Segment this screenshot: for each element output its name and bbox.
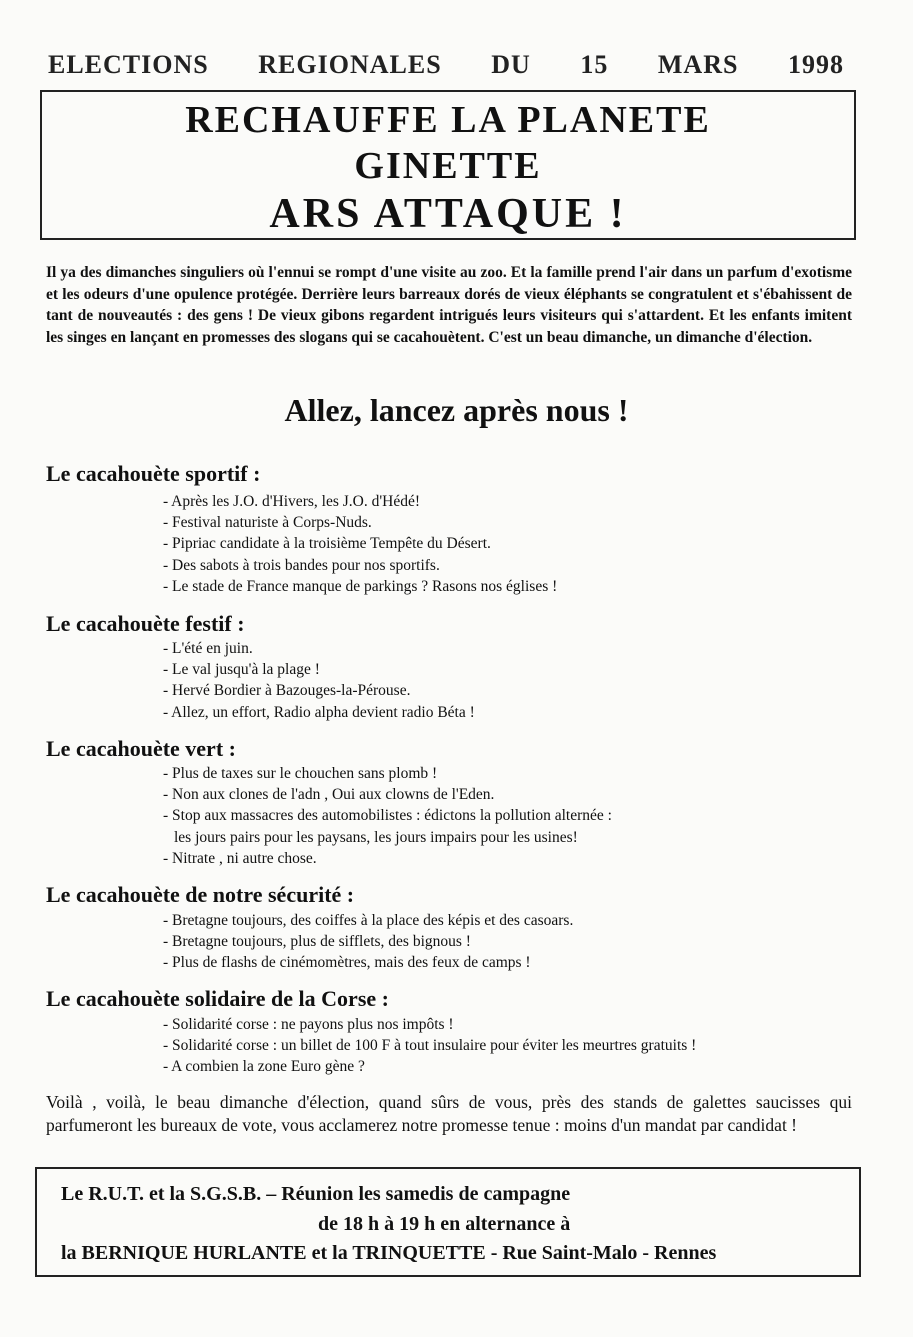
header-word: 15: [580, 50, 609, 79]
meeting-info-box: [35, 1167, 861, 1277]
footer-line-3: la BERNIQUE HURLANTE et la TRINQUETTE - Rue Saint-Malo - Rennes: [61, 1242, 717, 1264]
list-item: - Pipriac candidate à la troisième Tempête du Désert.: [163, 535, 491, 553]
list-item: - Bretagne toujours, des coiffes à la place des képis et des casoars.: [163, 912, 574, 929]
section-list-corse: [163, 1014, 696, 1078]
section-title-festif: Le cacahouète festif :: [46, 611, 245, 636]
footer-line-2: de 18 h à 19 h en alternance à: [318, 1213, 571, 1235]
list-item: - Des sabots à trois bandes pour nos sportifs.: [163, 556, 440, 574]
section-list-sportif: [163, 491, 557, 597]
list-item: - Stop aux massacres des automobilistes : édictons la pollution alternée :: [163, 807, 612, 825]
title-line-3: ARS ATTAQUE !: [269, 191, 627, 237]
intro-paragraph: Il ya des dimanches singuliers où l'ennui se rompt d'une visite au zoo. Et la famille prend l'air dans un parfum d'exotisme et les odeurs d'une opulence protégée. Derrière leurs barreaux dorés de vieux éléphants se congratulent et s'ébahissent de tant de nouveautés : des gens ! De vieux gibons regardent intrigués leurs visiteurs qui s'attardent. Et les enfants imitent les singes en lançant en promesses des slogans qui se cacahouètent. C'est un beau dimanche, un dimanche d'élection.: [46, 264, 852, 346]
list-item: - L'été en juin.: [163, 640, 253, 657]
list-item: - Festival naturiste à Corps-Nuds.: [163, 514, 372, 532]
section-title-sportif: Le cacahouète sportif :: [46, 461, 261, 486]
section-list-vert: [163, 763, 612, 869]
header-word: MARS: [657, 50, 739, 79]
list-item: - Nitrate , ni autre chose.: [163, 849, 317, 867]
footer-line-1: Le R.U.T. et la S.G.S.B. – Réunion les samedis de campagne: [61, 1183, 571, 1205]
title-box: [40, 90, 856, 240]
section-title-corse: Le cacahouète solidaire de la Corse :: [46, 986, 389, 1011]
list-item: - Bretagne toujours, plus de sifflets, des bignous !: [163, 933, 471, 951]
section-list-festif: [163, 638, 475, 723]
title-line-1: RECHAUFFE LA PLANETE: [185, 99, 711, 141]
header-word: DU: [491, 50, 531, 79]
section-title-vert: Le cacahouète vert :: [46, 736, 236, 761]
section-title-securite: Le cacahouète de notre sécurité :: [46, 882, 355, 907]
list-item: - Plus de taxes sur le chouchen sans plomb !: [163, 765, 438, 782]
list-item: - Le stade de France manque de parkings ? Rasons nos églises !: [163, 577, 558, 595]
list-item: - Non aux clones de l'adn , Oui aux clowns de l'Eden.: [163, 786, 495, 804]
list-item: les jours pairs pour les paysans, les jours impairs pour les usines!: [174, 828, 578, 846]
header-word: ELECTIONS: [48, 50, 209, 79]
list-item: - Après les J.O. d'Hivers, les J.O. d'Hédé!: [163, 493, 420, 510]
header-word: 1998: [787, 50, 844, 79]
list-item: - A combien la zone Euro gène ?: [163, 1058, 365, 1076]
list-item: - Le val jusqu'à la plage !: [163, 661, 320, 679]
closing-paragraph: Voilà , voilà, le beau dimanche d'élection, quand sûrs de vous, près des stands de galettes saucisses qui parfumeront les bureaux de vote, vous acclamerez notre promesse tenue : moins d'un mandat par candidat !: [46, 1092, 852, 1135]
section-list-securite: [163, 910, 573, 974]
list-item: - Solidarité corse : ne payons plus nos impôts !: [163, 1016, 454, 1033]
list-item: - Allez, un effort, Radio alpha devient radio Béta !: [163, 703, 475, 721]
election-header: [48, 50, 844, 80]
list-item: - Hervé Bordier à Bazouges-la-Pérouse.: [163, 682, 411, 700]
list-item: - Plus de flashs de cinémomètres, mais des feux de camps !: [163, 954, 531, 972]
title-line-2: GINETTE: [354, 145, 542, 187]
slogan-heading: Allez, lancez après nous !: [284, 392, 629, 428]
list-item: - Solidarité corse : un billet de 100 F à tout insulaire pour éviter les meurtres gratuits !: [163, 1037, 697, 1055]
header-word: REGIONALES: [258, 50, 442, 79]
